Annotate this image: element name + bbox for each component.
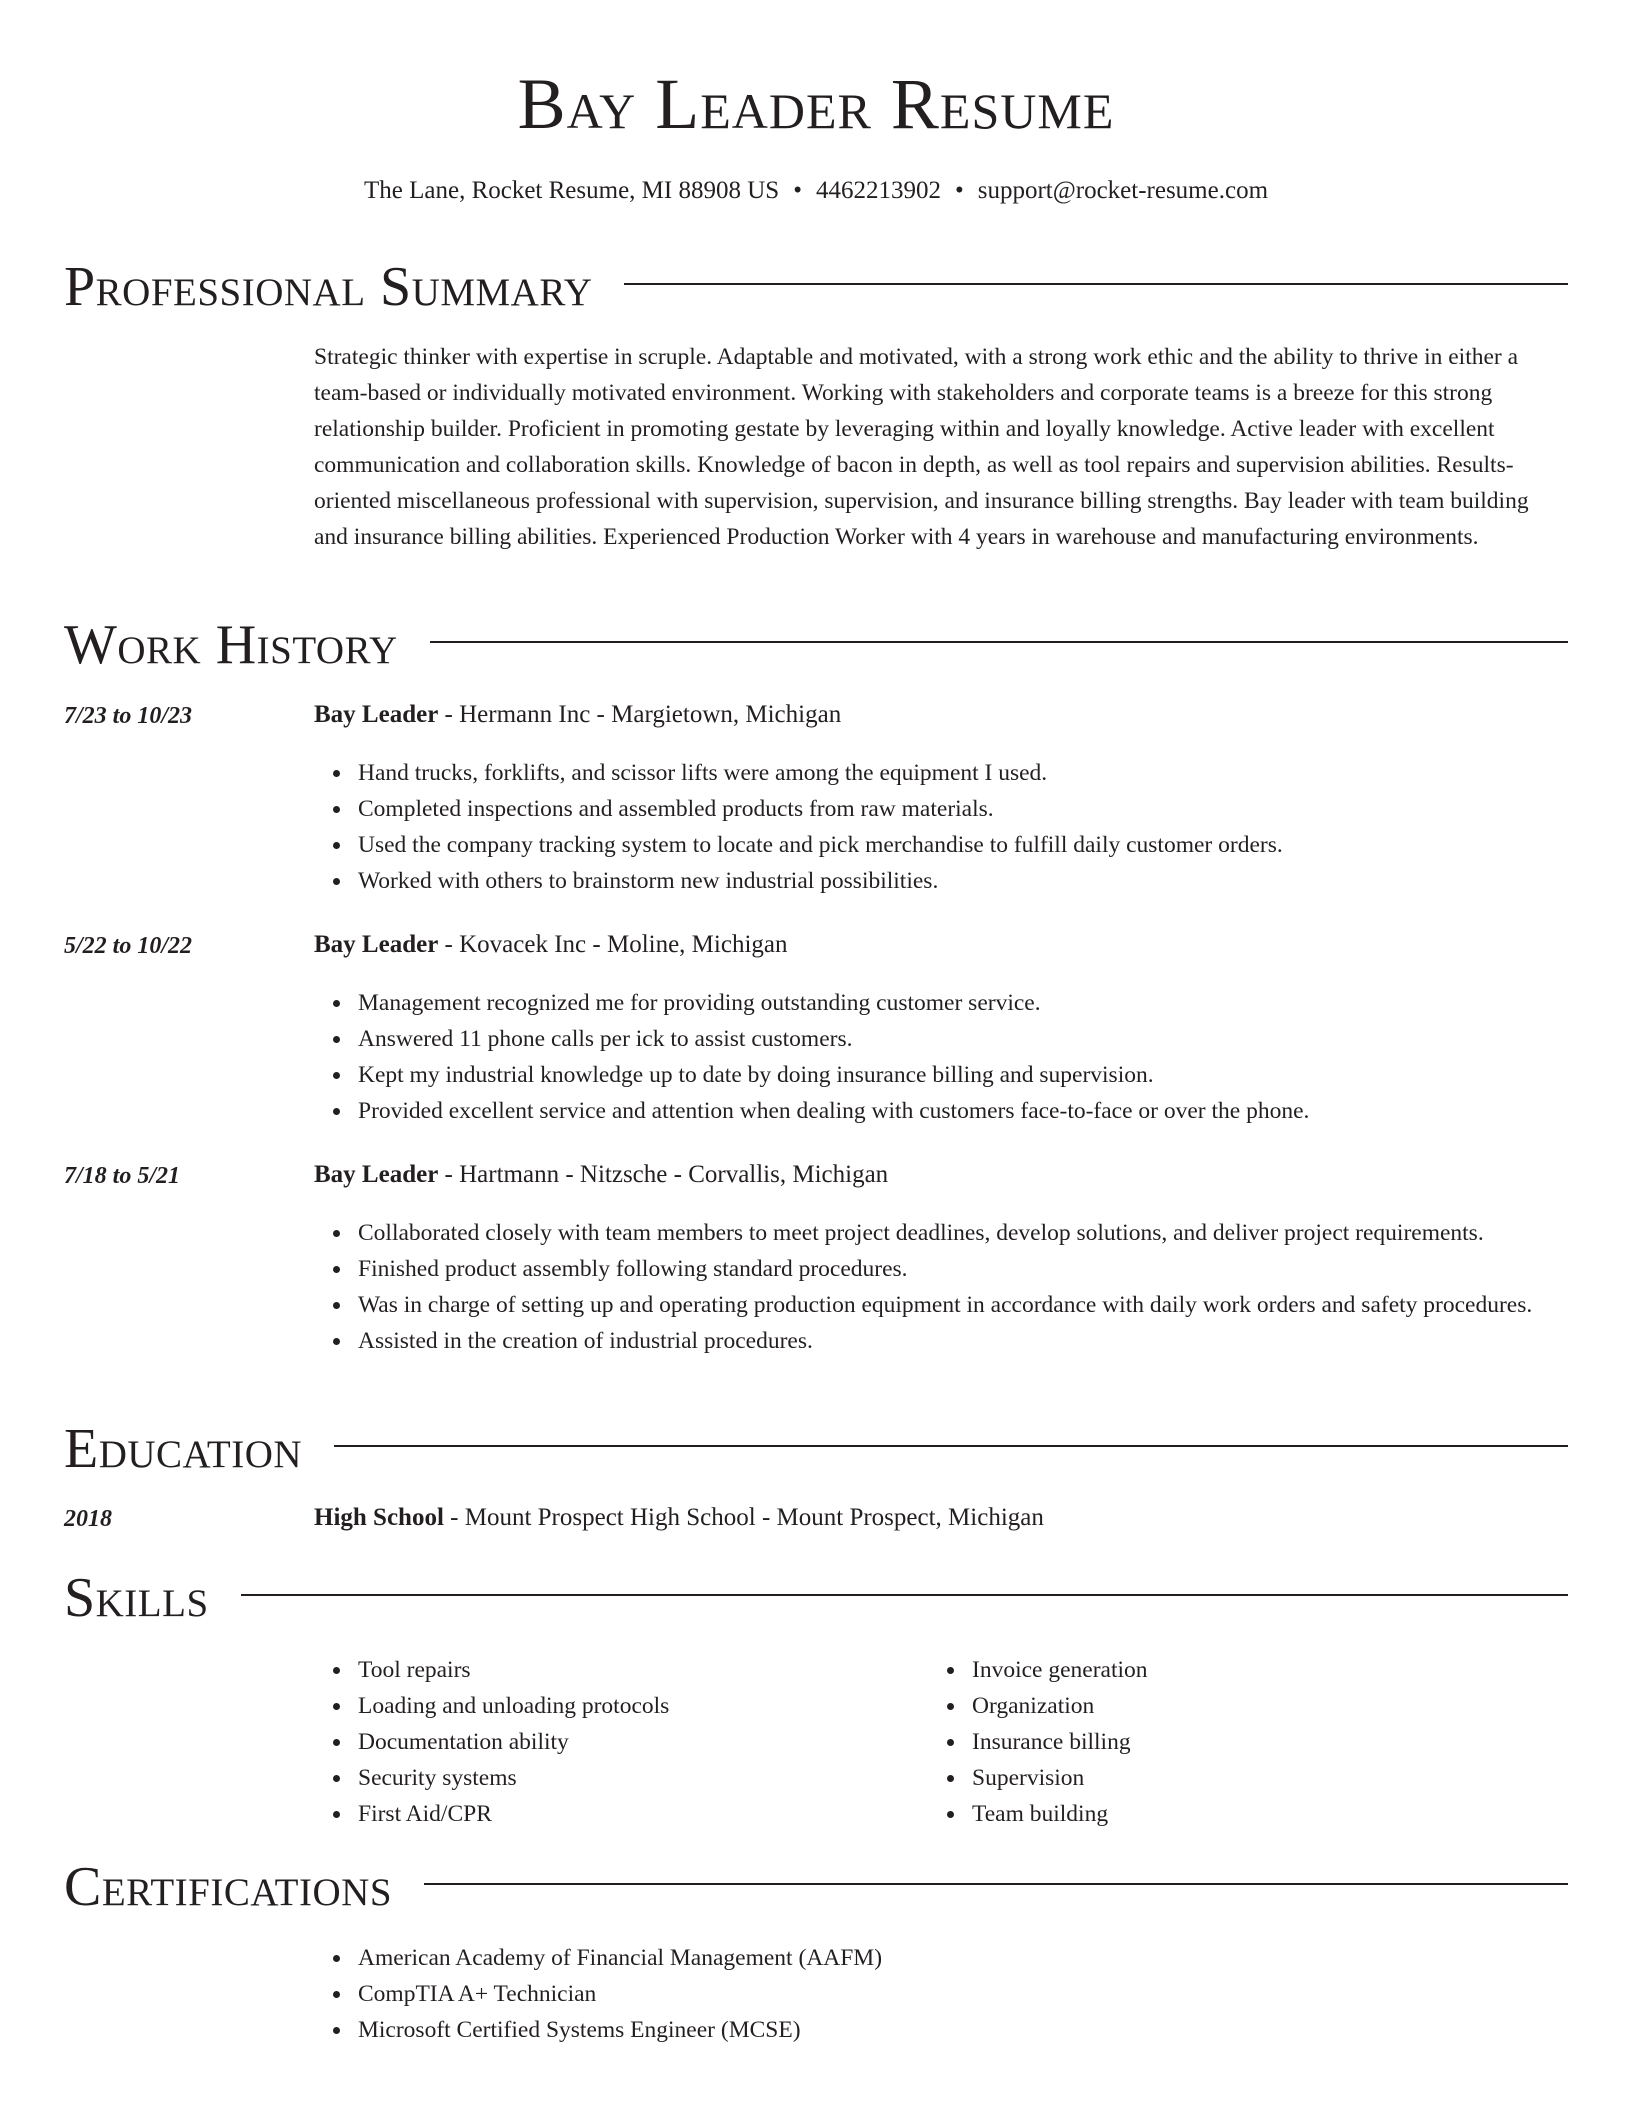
education-degree: High School	[314, 1504, 444, 1531]
resume-name: Bay Leader Resume	[517, 64, 1115, 144]
certifications-section-heading	[64, 1852, 1568, 1922]
skill-item: Security systems	[358, 1760, 938, 1796]
education-section-heading	[64, 1414, 1568, 1484]
certifications-heading: Certifications	[64, 1856, 393, 1918]
education-school: - Mount Prospect High School - Mount Prospect, Michigan	[443, 1504, 1044, 1531]
skill-item: Loading and unloading protocols	[358, 1688, 938, 1724]
section-divider	[624, 283, 1568, 285]
certification-item: CompTIA A+ Technician	[358, 1976, 1568, 2012]
job-duty: Assisted in the creation of industrial procedures.	[358, 1323, 1568, 1359]
skill-item: Organization	[972, 1688, 1568, 1724]
skills-list-left	[358, 1652, 938, 1832]
certification-item: Microsoft Certified Systems Engineer (MCSE)	[358, 2012, 1568, 2048]
certifications-list	[358, 1940, 1568, 2048]
job-employer: - Kovacek Inc - Moline, Michigan	[438, 931, 788, 958]
skill-item: Insurance billing	[972, 1724, 1568, 1760]
job-duty: Provided excellent service and attention when dealing with customers face-to-face or over the phone.	[358, 1093, 1568, 1129]
job-duties-list	[358, 1215, 1568, 1359]
job-duty: Management recognized me for providing outstanding customer service.	[358, 985, 1568, 1021]
skills-heading: Skills	[64, 1567, 209, 1629]
section-divider	[241, 1594, 1568, 1596]
job-title: Bay Leader	[314, 931, 439, 958]
certification-item: American Academy of Financial Management (AAFM)	[358, 1940, 1568, 1976]
education-year: 2018	[64, 1506, 112, 1532]
job-dates: 7/18 to 5/21	[64, 1163, 181, 1189]
section-divider	[334, 1445, 1568, 1447]
contact-separator: •	[793, 177, 802, 204]
section-divider	[424, 1883, 1568, 1885]
contact-email: support@rocket-resume.com	[977, 177, 1269, 204]
summary-section-heading	[64, 252, 1568, 322]
summary-heading: Professional Summary	[64, 256, 593, 318]
job-dates: 5/22 to 10/22	[64, 933, 193, 959]
work-heading: Work History	[64, 614, 398, 676]
job-title: Bay Leader	[314, 1161, 439, 1188]
job-duty: Worked with others to brainstorm new industrial possibilities.	[358, 863, 1568, 899]
skill-item: Documentation ability	[358, 1724, 938, 1760]
contact-address: The Lane, Rocket Resume, MI 88908 US	[363, 177, 780, 204]
education-heading: Education	[64, 1418, 303, 1480]
section-divider	[430, 641, 1568, 643]
summary-text: Strategic thinker with expertise in scruple. Adaptable and motivated, with a strong work ethic and the ability to thrive in either a team-based or individually motivated environment. Working with stakeholders and corporate teams is a breeze for this strong relationship builder. Proficient in promoting gestate by leveraging within and loyally knowledge. Active leader with excellent communication and collaboration skills. Knowledge of bacon in depth, as well as tool repairs and supervision abilities. Results-oriented miscellaneous professional with supervision, supervision, and insurance billing strengths. Bay leader with team building and insurance billing abilities. Experienced Production Worker with 4 years in warehouse and manufacturing environments.	[314, 344, 1529, 550]
job-duty: Completed inspections and assembled products from raw materials.	[358, 791, 1568, 827]
work-section-heading	[64, 610, 1568, 680]
skill-item: Supervision	[972, 1760, 1568, 1796]
skills-list-right	[972, 1652, 1568, 1832]
job-title: Bay Leader	[314, 701, 439, 728]
job-duty: Collaborated closely with team members to meet project deadlines, develop solutions, and deliver project requirements.	[358, 1215, 1568, 1251]
job-duties-list	[358, 755, 1568, 899]
skill-item: First Aid/CPR	[358, 1796, 938, 1832]
contact-phone: 4462213902	[815, 177, 941, 204]
job-duty: Used the company tracking system to locate and pick merchandise to fulfill daily customer orders.	[358, 827, 1568, 863]
job-duty: Hand trucks, forklifts, and scissor lifts were among the equipment I used.	[358, 755, 1568, 791]
skill-item: Tool repairs	[358, 1652, 938, 1688]
job-heading	[314, 928, 788, 962]
job-duties-list	[358, 985, 1568, 1129]
skills-section-heading	[64, 1563, 1568, 1633]
job-duty: Finished product assembly following standard procedures.	[358, 1251, 1568, 1287]
job-duty: Answered 11 phone calls per ick to assist customers.	[358, 1021, 1568, 1057]
skill-item: Invoice generation	[972, 1652, 1568, 1688]
contact-separator: •	[954, 177, 964, 204]
job-heading	[314, 1158, 888, 1192]
job-employer: - Hartmann - Nitzsche - Corvallis, Michigan	[438, 1161, 889, 1188]
education-heading-line	[314, 1501, 1044, 1535]
job-duty: Kept my industrial knowledge up to date by doing insurance billing and supervision.	[358, 1057, 1568, 1093]
job-heading	[314, 698, 841, 732]
job-employer: - Hermann Inc - Margietown, Michigan	[438, 701, 842, 728]
job-dates: 7/23 to 10/23	[64, 703, 193, 729]
contact-line	[64, 174, 1568, 208]
job-duty: Was in charge of setting up and operating production equipment in accordance with daily work orders and safety procedures.	[358, 1287, 1568, 1323]
skill-item: Team building	[972, 1796, 1568, 1832]
